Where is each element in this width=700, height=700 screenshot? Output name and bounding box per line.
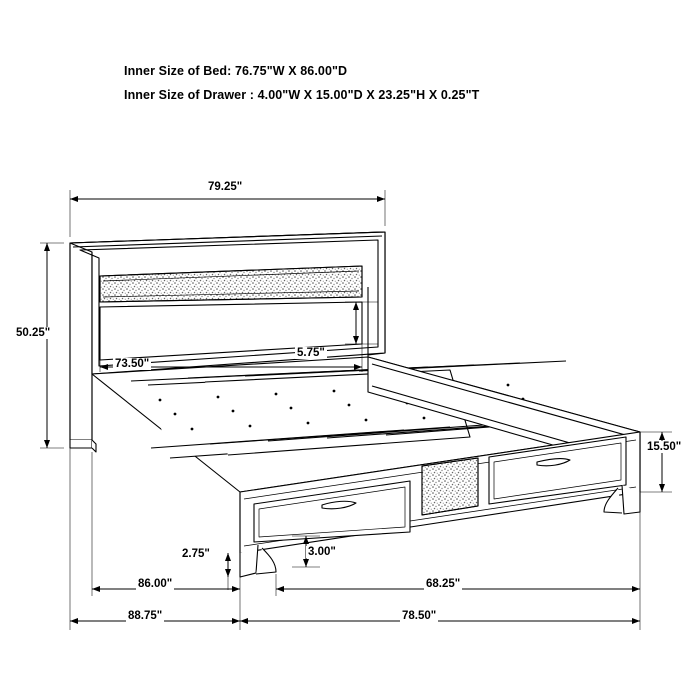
dim-headboard-panel-drop: 5.75" — [297, 347, 325, 359]
dim-drawer-clearance: 3.00" — [308, 546, 336, 558]
dim-overall-length: 88.75" — [128, 610, 163, 622]
dim-overall-height: 50.25" — [16, 327, 51, 339]
header-line-2: Inner Size of Drawer : 4.00"W X 15.00"D X 23.25"H X 0.25"T — [124, 88, 480, 102]
dim-inner-length: 86.00" — [138, 578, 173, 590]
header-line-1: Inner Size of Bed: 76.75"W X 86.00"D — [124, 64, 348, 78]
dim-drawer-span: 68.25" — [426, 578, 461, 590]
dim-headboard-panel-width: 73.50" — [115, 358, 150, 370]
dim-footboard-length: 78.50" — [402, 610, 437, 622]
dim-rail-height: 15.50" — [647, 441, 682, 453]
dim-footboard-clearance: 2.75" — [182, 548, 210, 560]
dim-top-width: 79.25" — [208, 181, 243, 193]
